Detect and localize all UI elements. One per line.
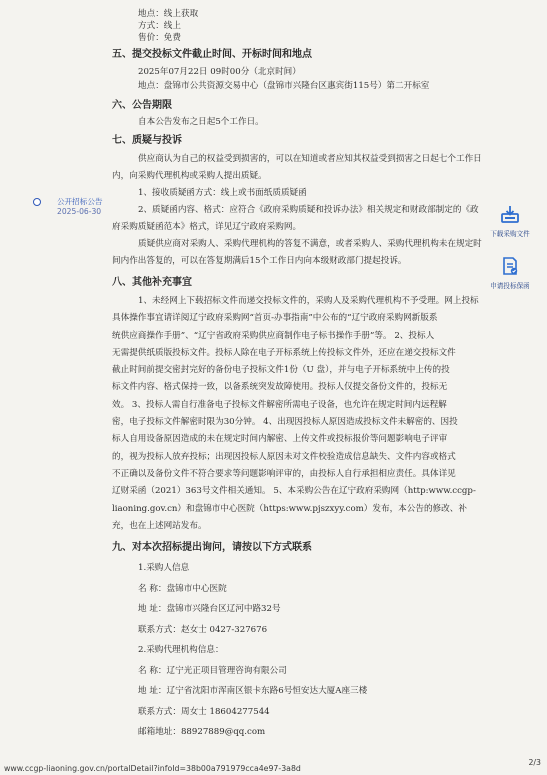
supplement-line: 密，电子投标文件解密时限为30分钟。 4、出现因投标人原因造成投标文件未解密的、因投 (112, 417, 458, 428)
section-8-title: 八、其他补充事宜 (112, 277, 192, 288)
section-7-title: 七、质疑与投诉 (112, 135, 182, 146)
timeline-date: 2025-06-30 (57, 207, 102, 216)
supplement-line: 标人自用设备原因造成的未在规定时间内解密、上传文件或投标报价等问题影响电子评审 (112, 434, 448, 445)
supplement-line: 标文件内容、格式保持一致，以备系统突发故障使用。投标人仅提交备份文件的，投标无 (112, 382, 448, 393)
page-url: www.ccgp-liaoning.gov.cn/portalDetail?infoId=38b00a791979cca4e97-3a8d (4, 764, 301, 773)
info-line: 方式：线上 (138, 21, 181, 31)
complaint-para: 内，向采购代理机构或采购人提出质疑。 (112, 171, 267, 181)
supplement-line: 具体操作事宜请详阅辽宁政府采购网“首页-办事指南”中公布的“辽宁政府采购网新版系 (112, 313, 438, 324)
deadline-time: 2025年07月22日 09时00分（北京时间） (138, 67, 301, 77)
purchaser-name: 名 称：盘锦市中心医院 (138, 583, 227, 594)
supplement-line: 无需提供纸质版投标文件。投标人除在电子开标系统上传投标文件外，还应在递交投标文件 (112, 347, 456, 358)
supplement-line: 截止时间前提交密封完好的备份电子投标文件1份（U 盘），并与电子开标系统中上传的投 (112, 365, 450, 376)
complaint-appeal: 质疑供应商对采购人、采购代理机构的答复不满意，或者采购人、采购代理机构未在规定时 (138, 239, 482, 249)
section-9-title: 九、对本次招标提出询问，请按以下方式联系 (112, 542, 312, 554)
info-line: 地点：线上获取 (138, 9, 199, 19)
supplement-line: liaoning.gov.cn）和盘锦市中心医院（https:www.pjszxyy.com）发布，本公告的修改、补 (112, 503, 467, 514)
purchaser-contact: 联系方式：赵女士 0427-327676 (138, 624, 268, 635)
supplement-line: 1、未经网上下载招标文件而递交投标文件的，采购人及采购代理机构不予受理。网上投标 (138, 296, 479, 306)
complaint-method: 1、接收质疑函方式：线上或书面纸质质疑函 (138, 188, 307, 198)
contact-info (112, 558, 497, 743)
supplement-line: 统供应商操作手册”、“辽宁省政府采购供应商制作电子标书操作手册”等。 2、投标人 (112, 330, 435, 341)
complaint-para: 供应商认为自己的权益受到损害的，可以在知道或者应知其权益受到损害之日起七个工作日 (138, 154, 482, 164)
complaint-appeal: 间内作出答复的，可以在答复期满后15个工作日内向本级财政部门提起投诉。 (112, 256, 407, 266)
section-6-title: 六、公告期限 (112, 100, 172, 111)
agency-name: 名 称：辽宁光正项目管理咨询有限公司 (138, 665, 287, 676)
agency-email: 邮箱地址：88927889@qq.com (138, 727, 266, 738)
download-icon (500, 204, 520, 224)
apply-guarantee-label: 申请投标保函 (490, 282, 530, 290)
document-apply-icon (500, 256, 520, 276)
timeline-label[interactable]: 公开招标公告 (57, 197, 103, 206)
supplement-line: 辽财采函（2021）363号文件相关通知。 5、本采购公告在辽宁政府采购网（http:www.ccgp- (112, 486, 476, 497)
agency-address: 地 址：辽宁省沈阳市浑南区银卡东路6号恒安达大厦A座三楼 (138, 686, 368, 697)
apply-guarantee-button[interactable] (485, 256, 535, 290)
purchaser-heading: 1.采购人信息 (138, 563, 190, 574)
deadline-location: 地点：盘锦市公共资源交易中心（盘锦市兴隆台区惠宾街115号）第二开标室 (138, 81, 430, 91)
announcement-body (112, 8, 497, 743)
agency-heading: 2.采购代理机构信息： (138, 645, 224, 656)
page-number: 2/3 (528, 758, 541, 767)
timeline-dot-icon (33, 198, 41, 206)
supplement-line: 效。 3、投标人需自行准备电子投标文件解密所需电子设备，也允许在规定时间内远程解 (112, 399, 447, 410)
notice-period-text: 自本公告发布之日起5个工作日。 (138, 117, 264, 127)
download-documents-button[interactable] (485, 204, 535, 238)
info-line: 售价：免费 (138, 33, 181, 43)
complaint-format: 2、质疑函内容、格式：应符合《政府采购质疑和投诉办法》相关规定和财政部制定的《政 (138, 205, 479, 215)
supplement-line: 不正确以及备份文件不符合要求等问题影响评审的，由投标人自行承担相应责任。具体详见 (112, 468, 456, 479)
complaint-format: 府采购质疑函范本》格式，详见辽宁政府采购网。 (112, 222, 302, 232)
download-documents-label: 下载采购文件 (490, 230, 530, 238)
section-5-title: 五、提交投标文件截止时间、开标时间和地点 (112, 49, 312, 60)
purchaser-address: 地 址：盘锦市兴隆台区辽河中路32号 (138, 604, 281, 615)
supplement-line: 的，视为投标人放弃投标；出现因投标人原因未对文件校验造成信息缺失、文件内容或格式 (112, 451, 456, 462)
supplement-line: 充，也在上述网站发布。 (112, 520, 207, 531)
agency-contact: 联系方式：周女士 18604277544 (138, 706, 270, 717)
